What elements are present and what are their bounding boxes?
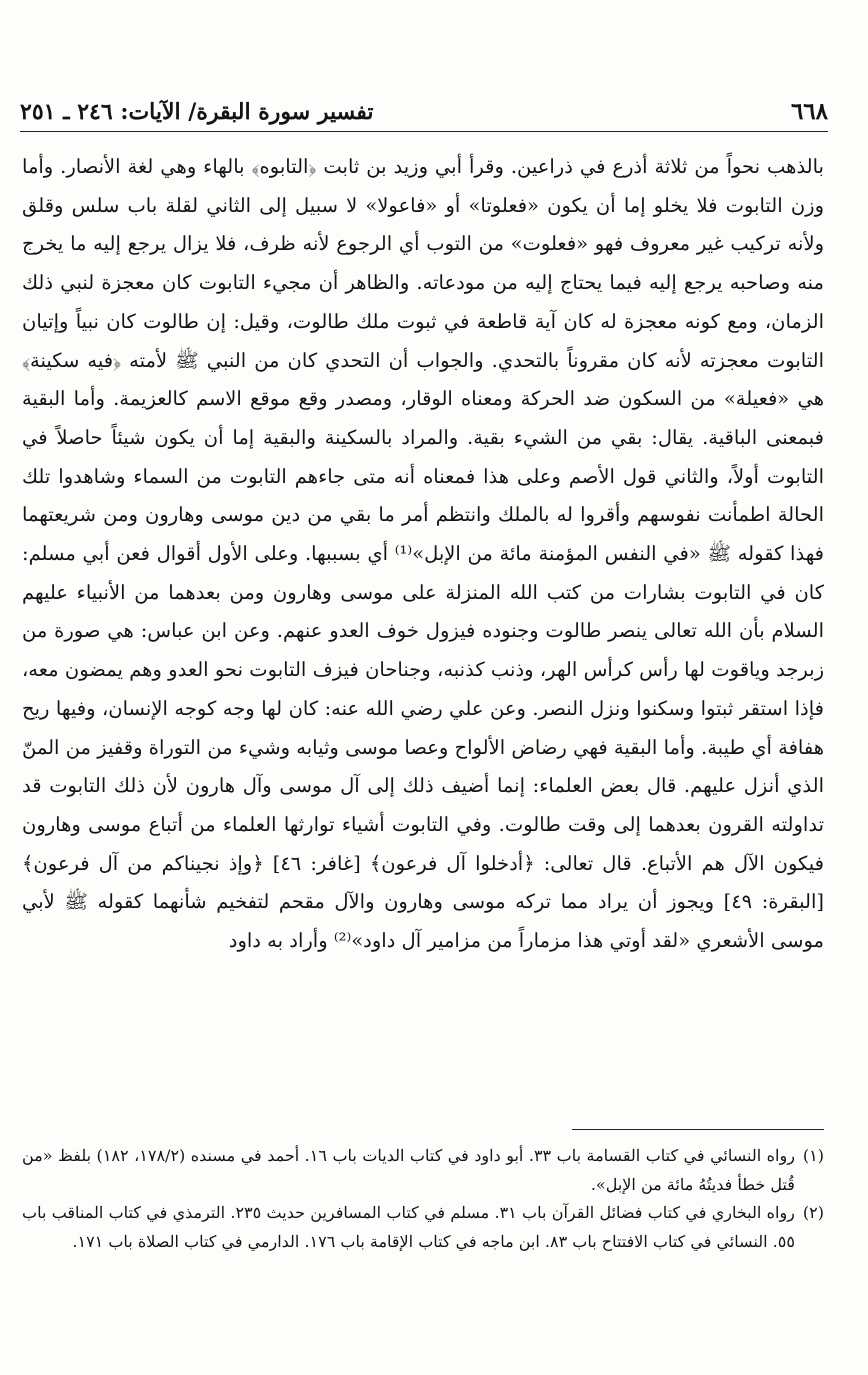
footnote-marker: (١) — [802, 1146, 824, 1165]
footnotes — [22, 1142, 824, 1256]
footnote-2 — [22, 1199, 824, 1256]
footnote-text: رواه البخاري في كتاب فضائل القرآن باب ٣١. مسلم في كتاب المسافرين حديث ٢٣٥. الترمذي في كتاب المناقب باب ٥٥. النسائي في كتاب الافتتاح باب ٨٣. ابن ماجه في كتاب الإقامة باب ١٧٦. الدارمي في كتاب الصلاة باب ١٧١. — [22, 1203, 795, 1251]
footnote-divider — [572, 1129, 824, 1130]
footnote-1 — [22, 1142, 824, 1199]
running-title: تفسير سورة البقرة/ الآيات: ٢٤٦ ـ ٢٥١ — [20, 99, 374, 125]
footnote-text: رواه النسائي في كتاب القسامة باب ٣٣. أبو داود في كتاب الديات باب ١٦. أحمد في مسنده (١٧٨/٢، ١٨٢) بلفظ «من قُتل خطأ فديتُهُ مائة من الإبل». — [22, 1146, 795, 1194]
page-number: ٦٦٨ — [790, 98, 828, 125]
main-paragraph: بالذهب نحواً من ثلاثة أذرع في ذراعين. وقرأ أبي وزيد بن ثابت ﴿التابوه﴾ بالهاء وهي لغة الأنصار. وأما وزن التابوت فلا يخلو إما أن يكون «فعلوتا» أو «فاعولا» لا سبيل إلى الثاني لقلة باب سلس وقلق ولأنه تركيب غير معروف فهو «فعلوت» من التوب أي الرجوع لأنه ظرف، فلا يزال يرجع إليه ما يخرج منه وصاحبه يرجع إليه فيما يحتاج إليه من مودعاته. والظاهر أن مجيء التابوت كان معجزة لنبي ذلك الزمان، ومع كونه معجزة له كان آية قاطعة في ثبوت ملك طالوت، وقيل: إن طالوت كان نبياً وإتيان التابوت معجزته لأنه كان مقروناً بالتحدي. والجواب أن التحدي كان من النبي ﷺ لأمته ﴿فيه سكينة﴾ هي «فعيلة» من السكون ضد الحركة ومعناه الوقار، ومصدر وقع موقع الاسم كالعزيمة. وأما البقية فبمعنى الباقية. يقال: بقي من الشيء بقية. والمراد بالسكينة والبقية إما أن يكون شيئاً حاصلاً في التابوت أولاً، والثاني قول الأصم وعلى هذا فمعناه أنه متى جاءهم التابوت من السماء وشاهدوا تلك الحالة اطمأنت نفوسهم وأقروا له بالملك وانتظم أمر ما بقي من دين موسى وهارون ومن شريعتهما فهذا كقوله ﷺ «في النفس المؤمنة مائة من الإبل»⁽¹⁾ أي بسببها. وعلى الأول أقوال فعن أبي مسلم: كان في التابوت بشارات من كتب الله المنزلة على موسى وهارون ومن بعدهما من الأنبياء عليهم السلام بأن الله تعالى ينصر طالوت وجنوده فيزول خوف العدو عنهم. وعن ابن عباس: هي صورة من زبرجد وياقوت لها رأس كرأس الهر، وذنب كذنبه، وجناحان فيزف التابوت نحو العدو وهم يمضون معه، فإذا استقر ثبتوا وسكنوا ونزل النصر. وعن علي رضي الله عنه: كان لها وجه كوجه الإنسان، وفيها ريح هفافة أي طيبة. وأما البقية فهي رضاض الألواح وعصا موسى وثيابه وشيء من التوراة وقفيز من المنّ الذي أنزل عليهم. قال بعض العلماء: إنما أضيف ذلك إلى آل موسى وآل هارون لأن ذلك التابوت قد تداولته القرون بعدهما إلى وقت طالوت. وفي التابوت أشياء توارثها العلماء من أتباع موسى وهارون فيكون الآل هم الأتباع. قال تعالى: ﴿أدخلوا آل فرعون﴾ [غافر: ٤٦] ﴿وإذ نجيناكم من آل فرعون﴾ [البقرة: ٤٩] ويجوز أن يراد مما تركه موسى وهارون والآل مقحم لتفخيم شأنهما كقوله ﷺ لأبي موسى الأشعري «لقد أوتي هذا مزماراً من مزامير آل داود»⁽²⁾ وأراد به داود — [22, 155, 824, 953]
page-header — [20, 88, 828, 132]
footnote-marker: (٢) — [802, 1203, 824, 1222]
main-text — [22, 148, 824, 1078]
